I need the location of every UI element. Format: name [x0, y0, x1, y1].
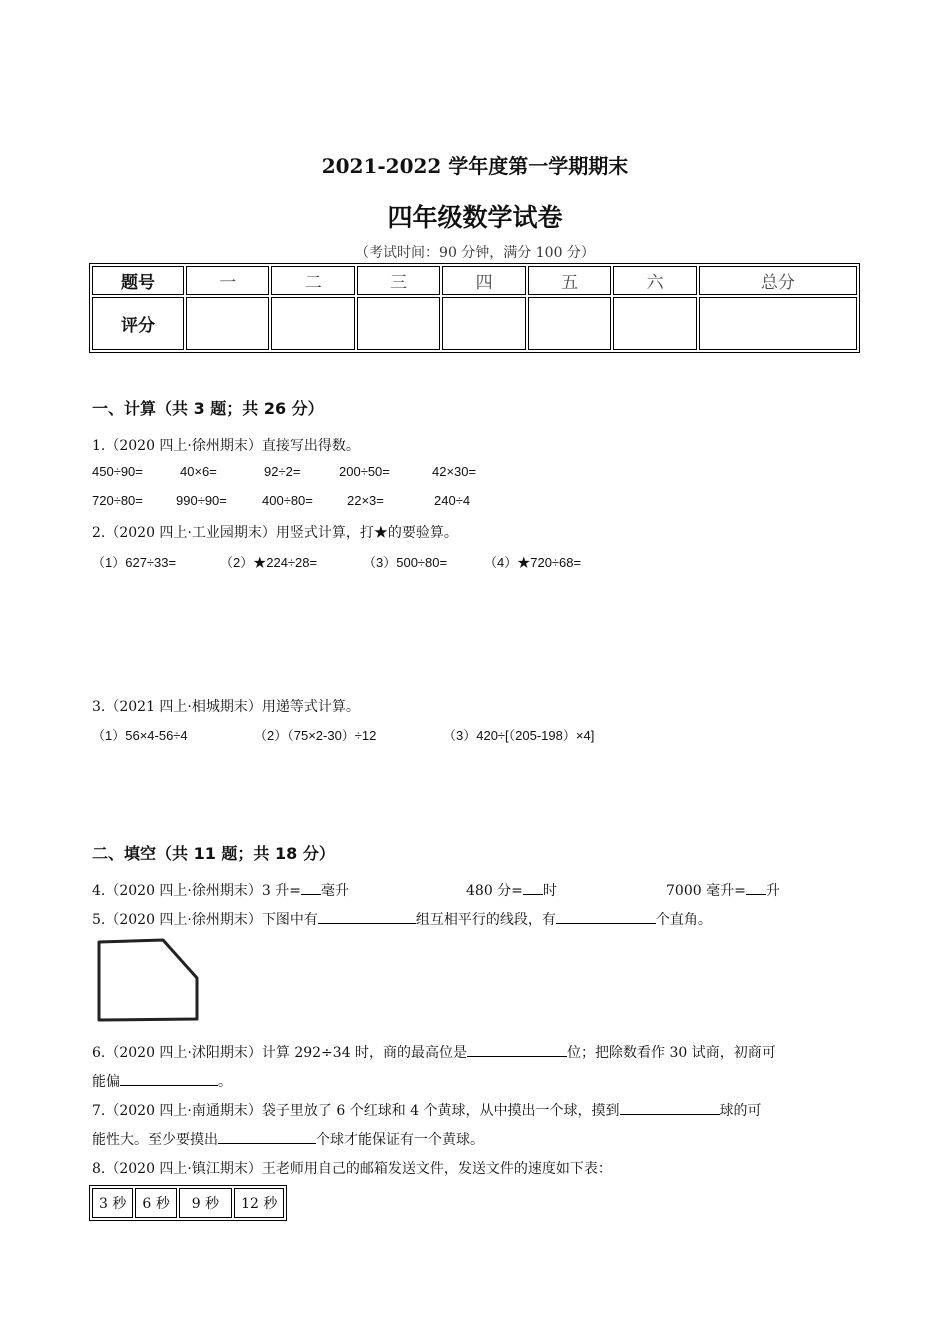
score-cell[interactable]	[442, 297, 525, 350]
question-7-line2-suffix: 个球才能保证有一个黄球。	[316, 1132, 484, 1148]
question-3-prompt: 3.（2021 四上·相城期末）用递等式计算。	[92, 699, 360, 715]
calc-item: 42×30=	[432, 464, 477, 479]
score-header-label: 题号	[92, 266, 184, 295]
question-5	[92, 909, 712, 929]
answer-blank[interactable]	[318, 909, 416, 924]
question-6-mid: 位；把除数看作 30 试商，初商可	[567, 1045, 776, 1061]
question-4-part1	[92, 880, 349, 900]
speed-cell: 12 秒	[234, 1188, 284, 1218]
question-6-line2-prefix: 能偏	[92, 1074, 120, 1090]
calc-item: 92÷2=	[264, 464, 301, 479]
speed-table	[89, 1185, 287, 1221]
calc-item: （1）627÷33=	[92, 555, 177, 570]
section-2-title: 二、填空（共 11 题；共 18 分）	[92, 844, 335, 863]
calc-item: （1）56×4-56÷4	[92, 728, 188, 743]
question-7-line2	[92, 1129, 484, 1149]
question-4-part2-text: 480 分=	[466, 883, 523, 899]
score-col-1: 一	[186, 266, 269, 295]
calc-item: 200÷50=	[339, 464, 390, 479]
calc-item: （3）500÷80=	[363, 555, 448, 570]
question-4-part2	[466, 880, 557, 900]
question-5-prefix: 5.（2020 四上·徐州期末）下图中有	[92, 912, 318, 928]
speed-cell: 9 秒	[179, 1188, 232, 1218]
question-6-prefix: 6.（2020 四上·沭阳期末）计算 292÷34 时，商的最高位是	[92, 1045, 468, 1061]
exam-title: 2021-2022 学年度第一学期期末	[321, 154, 629, 178]
score-cell[interactable]	[613, 297, 696, 350]
question-6-line2-suffix: 。	[218, 1074, 232, 1090]
score-col-3: 三	[357, 266, 440, 295]
answer-blank[interactable]	[218, 1129, 316, 1144]
question-5-mid: 组互相平行的线段，有	[415, 912, 556, 928]
answer-blank[interactable]	[556, 909, 656, 924]
score-cell[interactable]	[186, 297, 269, 350]
answer-blank[interactable]	[120, 1071, 218, 1086]
score-col-total: 总分	[699, 266, 857, 295]
calc-item: （2）★224÷28=	[220, 555, 318, 570]
question-7-line1	[92, 1100, 762, 1120]
question-4-prefix: 4.（2020 四上·徐州期末）3 升=	[92, 883, 301, 899]
score-cell[interactable]	[357, 297, 440, 350]
question-7-mid: 球的可	[719, 1103, 762, 1119]
score-col-4: 四	[442, 266, 525, 295]
score-col-6: 六	[613, 266, 696, 295]
score-table	[89, 263, 860, 353]
score-cell[interactable]	[528, 297, 611, 350]
question-4-unit2: 时	[542, 883, 557, 899]
calc-item: 22×3=	[347, 493, 384, 508]
question-7-line2-prefix: 能性大。至少要摸出	[92, 1132, 218, 1148]
score-row-label: 评分	[92, 297, 184, 350]
answer-blank[interactable]	[523, 880, 543, 895]
answer-blank[interactable]	[746, 880, 766, 895]
question-7-prefix: 7.（2020 四上·南通期末）袋子里放了 6 个红球和 4 个黄球，从中摸出一个球，摸到	[92, 1103, 620, 1119]
pentagon-figure	[93, 935, 203, 1025]
answer-blank[interactable]	[467, 1042, 567, 1057]
section-1-title: 一、计算（共 3 题；共 26 分）	[92, 399, 324, 418]
score-col-2: 二	[271, 266, 354, 295]
question-4-part3-text: 7000 毫升=	[666, 883, 746, 899]
calc-item: 400÷80=	[262, 493, 313, 508]
question-4-part3	[666, 880, 780, 900]
exam-subtitle: 四年级数学试卷	[387, 203, 563, 232]
question-8-prompt: 8.（2020 四上·镇江期末）王老师用自己的邮箱发送文件，发送文件的速度如下表：	[92, 1161, 612, 1177]
speed-cell: 6 秒	[135, 1188, 176, 1218]
question-6-line1	[92, 1042, 776, 1062]
calc-item: （4）★720÷68=	[484, 555, 582, 570]
question-4-unit1: 毫升	[320, 883, 349, 899]
calc-item: （3）420÷[（205-198）×4]	[443, 728, 595, 743]
calc-item: 450÷90=	[92, 464, 143, 479]
question-5-suffix: 个直角。	[655, 912, 712, 928]
exam-info: （考试时间：90 分钟，满分 100 分）	[355, 245, 595, 261]
score-cell[interactable]	[699, 297, 857, 350]
calc-item: 720÷80=	[92, 493, 143, 508]
calc-item: 240÷4	[434, 493, 471, 508]
score-cell[interactable]	[271, 297, 354, 350]
calc-item: 40×6=	[180, 464, 217, 479]
answer-blank[interactable]	[620, 1100, 720, 1115]
question-1-prompt: 1.（2020 四上·徐州期末）直接写出得数。	[92, 438, 360, 454]
question-2-prompt: 2.（2020 四上·工业园期末）用竖式计算，打★的要验算。	[92, 525, 458, 541]
question-4-unit3: 升	[765, 883, 780, 899]
calc-item: （2）（75×2-30）÷12	[254, 728, 377, 743]
question-6-line2	[92, 1071, 232, 1091]
score-col-5: 五	[528, 266, 611, 295]
calc-item: 990÷90=	[176, 493, 227, 508]
answer-blank[interactable]	[301, 880, 321, 895]
speed-cell: 3 秒	[92, 1188, 133, 1218]
